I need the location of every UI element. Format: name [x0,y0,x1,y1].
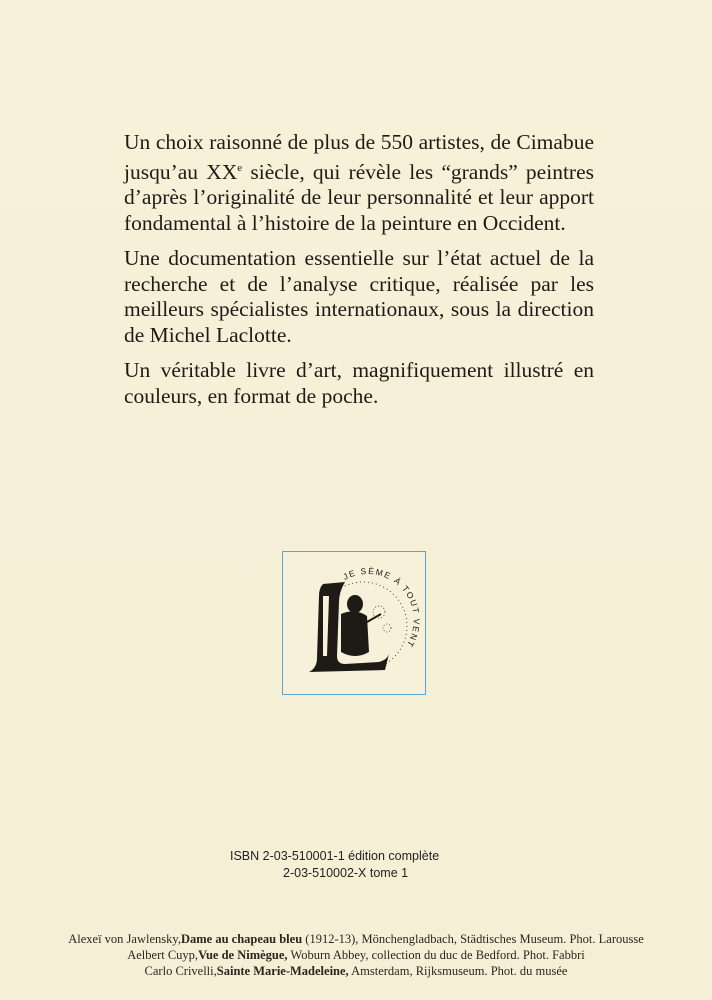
credit-line-1 [0,931,712,947]
blurb-paragraph-1 [124,130,594,236]
logo-motto: JE SÈME À TOUT VENT [341,565,422,650]
credit-source: Woburn Abbey, collection du duc de Bedford. Phot. Fabbri [287,948,585,962]
credit-artist: Alexeï von Jawlensky, [68,932,181,946]
credit-line-2 [0,947,712,963]
credit-line-3 [0,963,712,979]
credit-source: Amsterdam, Rijksmuseum. Phot. du musée [348,964,568,978]
credit-artist: Aelbert Cuyp, [127,948,199,962]
credit-title: Dame au chapeau bleu [180,932,303,946]
credit-source: (1912-13), Mönchengladbach, Städtisches Museum. Phot. Larousse [302,932,644,946]
century-superscript: e [237,161,243,174]
blurb-text [124,130,594,419]
isbn-line-2: 2-03-510002-X tome 1 [283,866,409,880]
isbn-line-1: ISBN 2-03-510001-1 édition complète [230,849,440,863]
paragraph-1-end: siècle, qui révèle les “grands” peintres d’après l’originalité de leur personnalité et leur apport fondamental à l’histoire de la peinture en Occident. [124,159,594,235]
larousse-sower-emblem [283,552,425,694]
paragraph-1-start: Un choix raisonné de plus de 550 artistes, de Cimabue jusqu’au XX [124,130,594,184]
illustration-credits [0,931,712,979]
credit-title: Sainte Marie-Madeleine, [216,964,349,978]
credit-title: Vue de Nimègue, [198,948,288,962]
credit-artist: Carlo Crivelli, [144,964,217,978]
blurb-paragraph-3: Un véritable livre d’art, magnifiquement illustré en couleurs, en format de poche. [124,358,594,408]
blurb-paragraph-2: Une documentation essentielle sur l’état actuel de la recherche et de l’analyse critique, réalisée par les meilleurs spécialistes internationaux, sous la direction de Michel Laclotte. [124,246,594,347]
isbn-block [230,848,530,882]
publisher-logo [282,551,426,695]
